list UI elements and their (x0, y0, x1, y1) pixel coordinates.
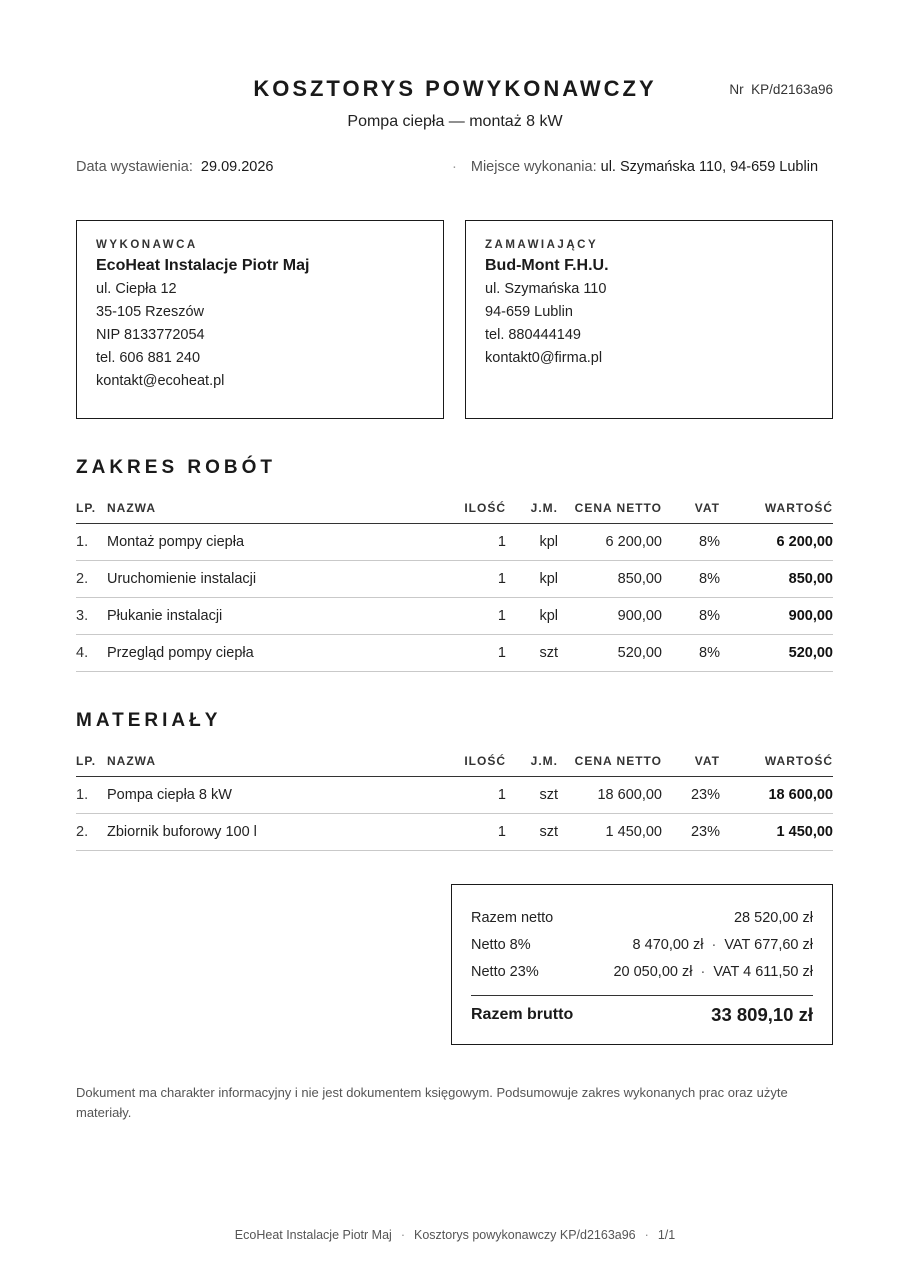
row-unit: kpl (506, 523, 558, 560)
summary-separator: · (711, 936, 717, 953)
row-lp: 1. (76, 776, 107, 813)
client-box (465, 220, 833, 419)
row-name: Pompa ciepła 8 kW (107, 776, 446, 813)
summary-net8-label: Netto 8% (471, 936, 531, 953)
row-value: 18 600,00 (720, 776, 833, 813)
row-qty: 1 (446, 523, 506, 560)
row-price: 6 200,00 (558, 523, 662, 560)
summary-net8-row (471, 931, 813, 958)
client-phone: tel. 880444149 (485, 327, 581, 343)
row-vat: 8% (662, 560, 720, 597)
document-title: KOSZTORYS POWYKONAWCZY (253, 76, 657, 101)
contractor-box (76, 220, 444, 419)
row-name: Przegląd pompy ciepła (107, 634, 446, 671)
row-unit: szt (506, 634, 558, 671)
col-name: NAZWA (107, 743, 446, 776)
row-unit: szt (506, 813, 558, 850)
issue-date-label: Data wystawienia: (76, 159, 193, 175)
col-price: CENA NETTO (558, 743, 662, 776)
row-value: 6 200,00 (720, 523, 833, 560)
table-row (76, 776, 833, 813)
summary-net23-row (471, 958, 813, 985)
client-email: kontakt0@firma.pl (485, 350, 603, 366)
works-section-title: ZAKRES ROBÓT (76, 457, 276, 478)
summary-net-value: 28 520,00 zł (733, 909, 813, 926)
row-lp: 2. (76, 813, 107, 850)
col-value: WARTOŚĆ (720, 490, 833, 523)
row-price: 520,00 (558, 634, 662, 671)
summary-net23-values (613, 964, 813, 980)
summary-vat23-value: VAT 4 611,50 zł (713, 963, 813, 980)
client-name: Bud-Mont F.H.U. (485, 257, 609, 274)
row-value: 850,00 (720, 560, 833, 597)
table-row (76, 523, 833, 560)
client-street: ul. Szymańska 110 (485, 281, 607, 297)
footer-separator: · (644, 1228, 649, 1242)
summary-box (451, 884, 833, 1045)
document-number-value: KP/d2163a96 (751, 82, 833, 97)
work-location-label: Miejsce wykonania: (470, 159, 597, 175)
materials-section-title: MATERIAŁY (76, 710, 222, 731)
row-qty: 1 (446, 597, 506, 634)
summary-gross-value: 33 809,10 zł (711, 1004, 813, 1025)
row-price: 900,00 (558, 597, 662, 634)
document-subtitle: Pompa ciepła — montaż 8 kW (347, 113, 563, 130)
col-unit: J.M. (506, 743, 558, 776)
row-name: Montaż pompy ciepła (107, 523, 446, 560)
row-vat: 8% (662, 634, 720, 671)
row-price: 1 450,00 (558, 813, 662, 850)
client-caption: ZAMAWIAJĄCY (485, 239, 599, 251)
table-row (76, 813, 833, 850)
row-qty: 1 (446, 813, 506, 850)
row-vat: 23% (662, 776, 720, 813)
footer-document: Kosztorys powykonawczy KP/d2163a96 (413, 1228, 636, 1242)
row-price: 18 600,00 (558, 776, 662, 813)
row-qty: 1 (446, 560, 506, 597)
contractor-city: 35-105 Rzeszów (96, 304, 204, 320)
contractor-phone: tel. 606 881 240 (96, 350, 201, 366)
footer-separator: · (400, 1228, 405, 1242)
table-row (76, 597, 833, 634)
row-vat: 23% (662, 813, 720, 850)
col-vat: VAT (662, 490, 720, 523)
summary-vat8-value: VAT 677,60 zł (724, 936, 813, 953)
contractor-street: ul. Ciepła 12 (96, 281, 177, 297)
summary-net8-values (633, 937, 813, 953)
row-qty: 1 (446, 776, 506, 813)
table-row (76, 634, 833, 671)
disclaimer-note: Dokument ma charakter informacyjny i nie jest dokumentem księgowym. Podsumowuje zakres wykonanych prac oraz użyte materiały. (76, 1085, 788, 1120)
meta-separator: · (452, 159, 457, 175)
contractor-name: EcoHeat Instalacje Piotr Maj (96, 257, 310, 274)
table-header-row (76, 743, 833, 776)
col-lp: LP. (76, 490, 107, 523)
materials-table (76, 743, 833, 851)
row-value: 520,00 (720, 634, 833, 671)
col-qty: ILOŚĆ (446, 743, 506, 776)
summary-net23-label: Netto 23% (471, 963, 539, 980)
row-unit: kpl (506, 560, 558, 597)
table-row (76, 560, 833, 597)
table-header-row (76, 490, 833, 523)
row-unit: szt (506, 776, 558, 813)
summary-net-label: Razem netto (471, 909, 554, 926)
col-name: NAZWA (107, 490, 446, 523)
row-qty: 1 (446, 634, 506, 671)
issue-date-value: 29.09.2026 (200, 159, 274, 175)
row-value: 1 450,00 (720, 813, 833, 850)
issue-date (76, 159, 274, 175)
row-lp: 1. (76, 523, 107, 560)
summary-separator: · (700, 963, 706, 980)
client-city: 94-659 Lublin (485, 304, 573, 320)
contractor-email: kontakt@ecoheat.pl (96, 373, 225, 389)
summary-gross-row (471, 1004, 813, 1026)
page-footer (0, 1228, 910, 1242)
row-name: Zbiornik buforowy 100 l (107, 813, 446, 850)
summary-divider (471, 995, 813, 996)
row-lp: 4. (76, 634, 107, 671)
col-price: CENA NETTO (558, 490, 662, 523)
summary-net-row (471, 904, 813, 931)
col-lp: LP. (76, 743, 107, 776)
col-value: WARTOŚĆ (720, 743, 833, 776)
row-lp: 3. (76, 597, 107, 634)
row-vat: 8% (662, 523, 720, 560)
row-name: Uruchomienie instalacji (107, 560, 446, 597)
summary-gross-label: Razem brutto (471, 1006, 574, 1023)
contractor-caption: WYKONAWCA (96, 239, 198, 251)
row-name: Płukanie instalacji (107, 597, 446, 634)
contractor-nip: NIP 8133772054 (96, 327, 205, 343)
col-vat: VAT (662, 743, 720, 776)
row-lp: 2. (76, 560, 107, 597)
row-value: 900,00 (720, 597, 833, 634)
row-unit: kpl (506, 597, 558, 634)
document-number-label: Nr (729, 82, 744, 97)
footer-company: EcoHeat Instalacje Piotr Maj (234, 1228, 392, 1242)
work-location (452, 159, 818, 175)
document-number (729, 82, 833, 97)
col-unit: J.M. (506, 490, 558, 523)
row-vat: 8% (662, 597, 720, 634)
col-qty: ILOŚĆ (446, 490, 506, 523)
summary-net8-value: 8 470,00 zł (632, 936, 704, 953)
footer-page: 1/1 (657, 1228, 676, 1242)
row-price: 850,00 (558, 560, 662, 597)
works-table (76, 490, 833, 672)
summary-net23-value: 20 050,00 zł (613, 963, 693, 980)
work-location-value: ul. Szymańska 110, 94-659 Lublin (600, 159, 819, 175)
